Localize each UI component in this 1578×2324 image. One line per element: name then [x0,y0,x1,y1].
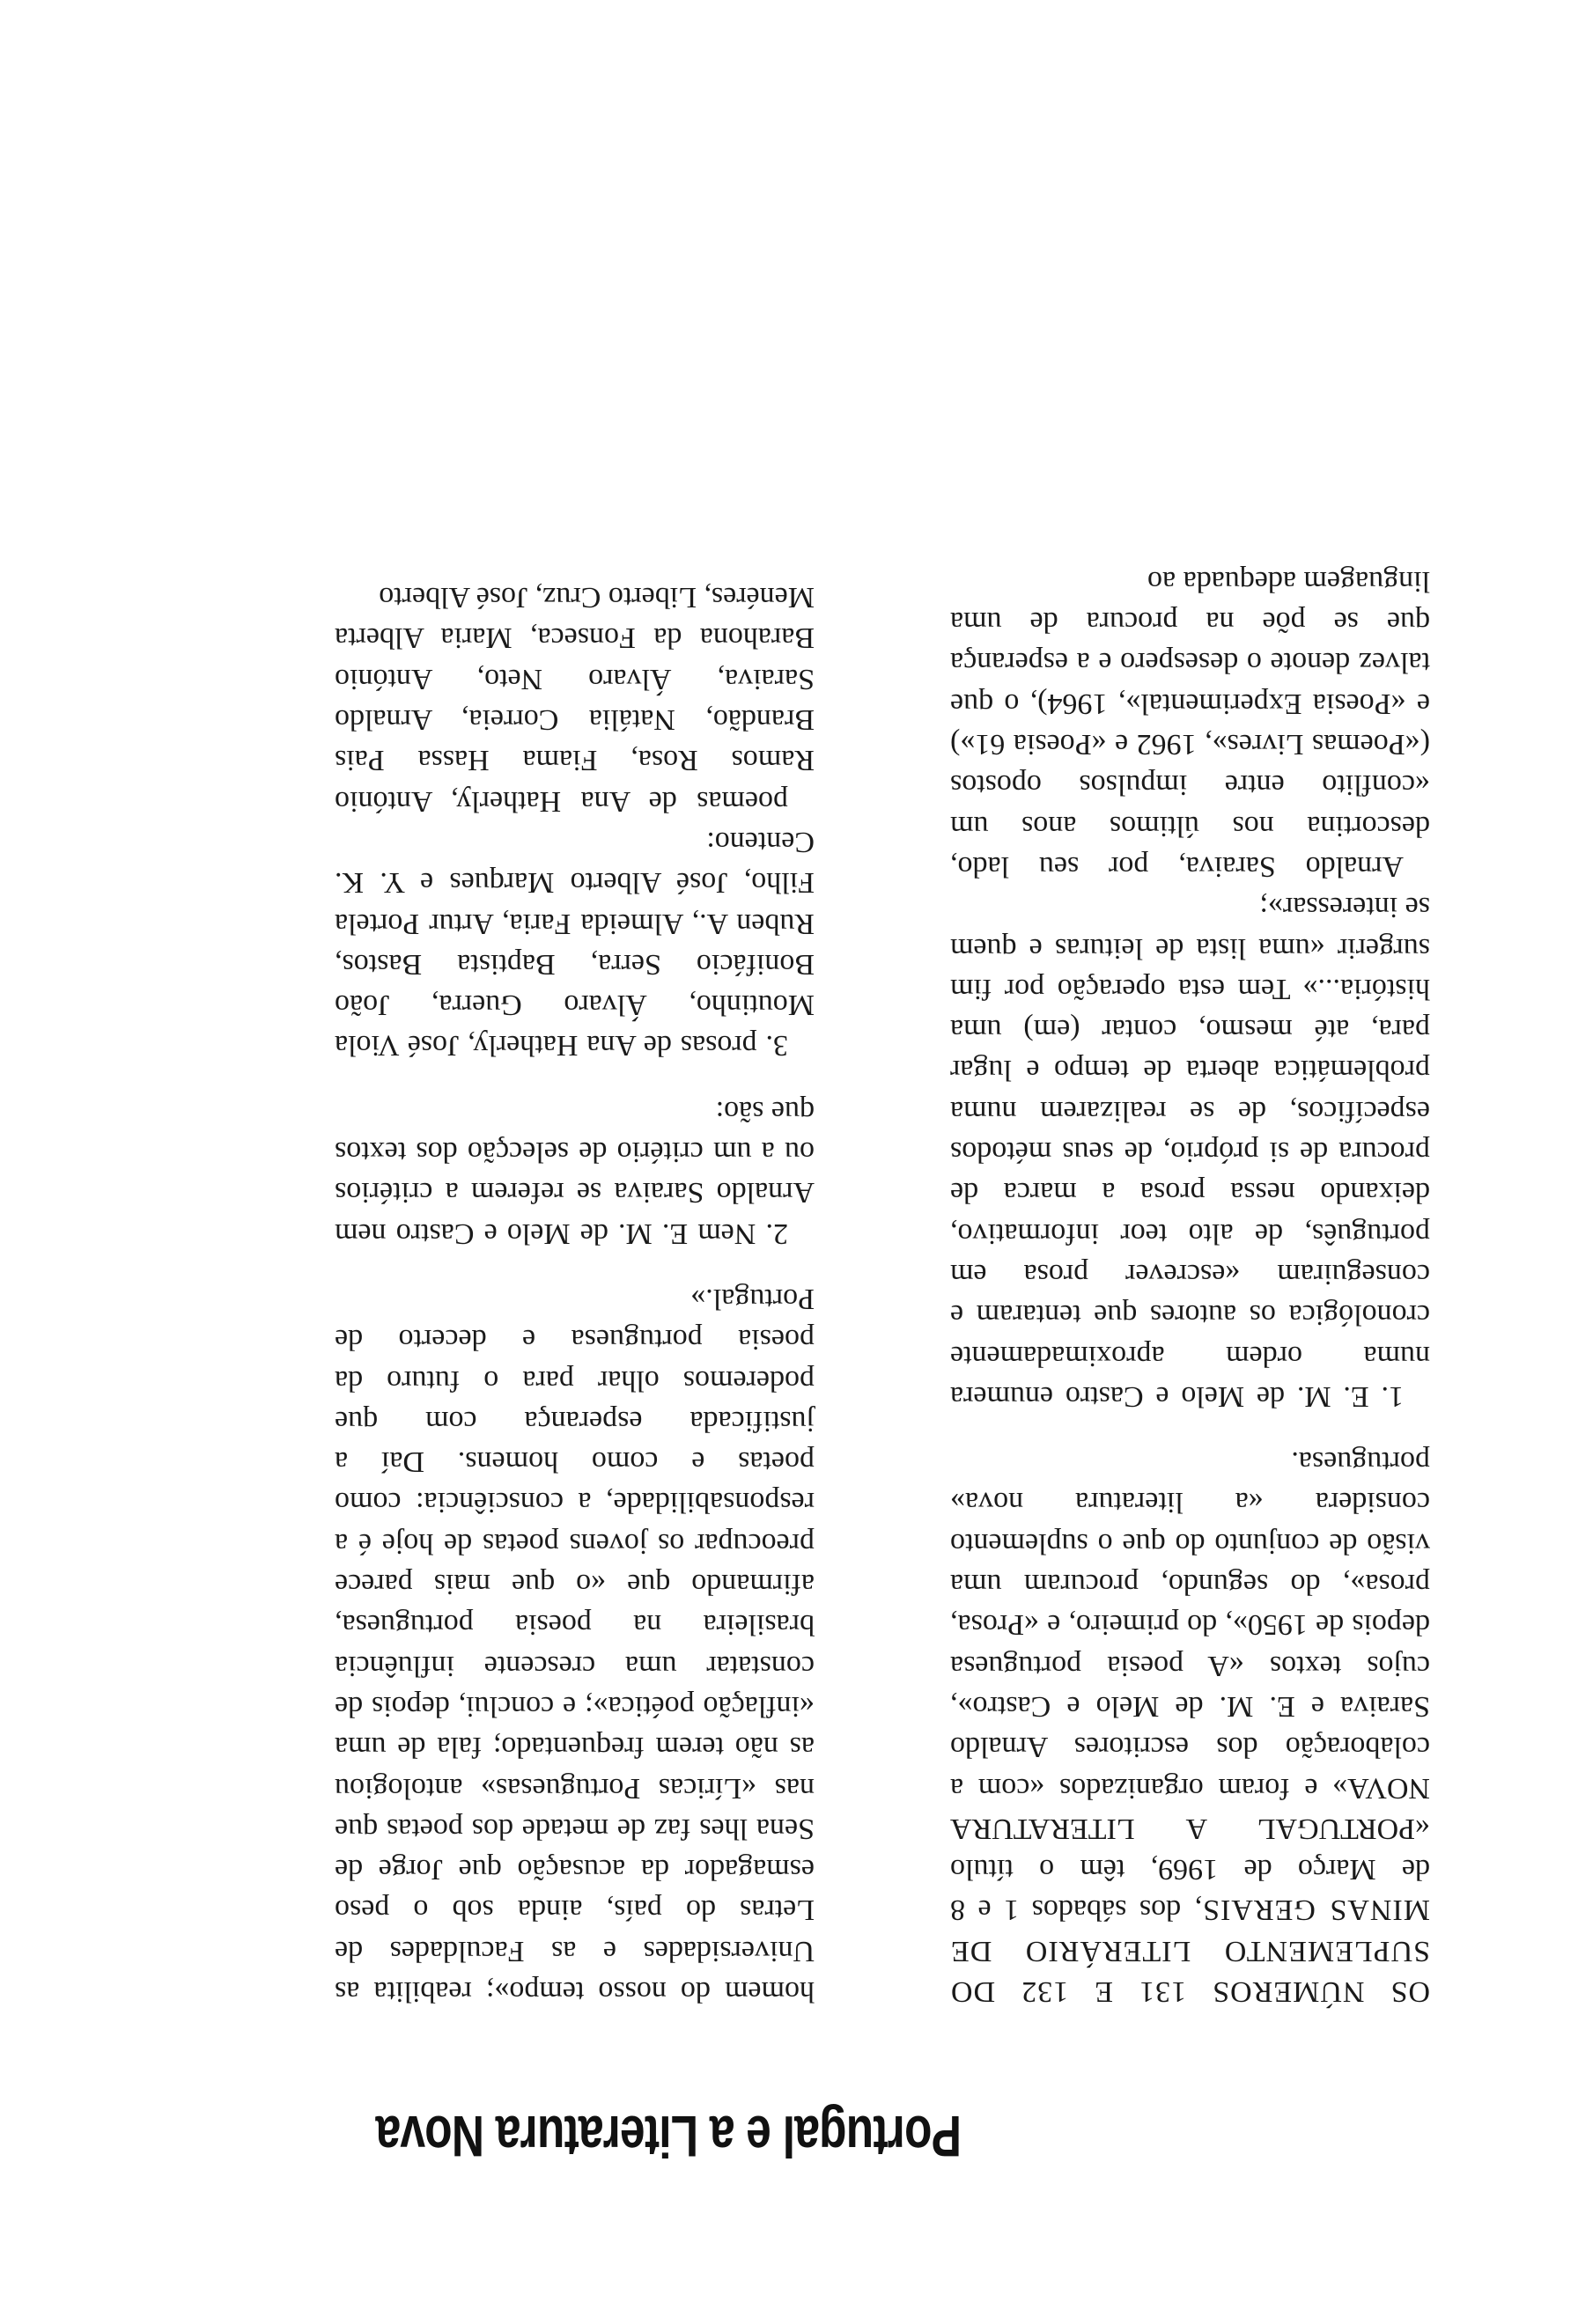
intro-text: dos sábados 1 e 8 de Março de 1969, têm o título «PORTUGAL A LITERATURA NOVA» e foram organizados «com a colaboração dos escritores Arnaldo Saraiva e E. M. de Melo e Castro», cujos textos «A poesia portuguesa depois de 1950», do primeiro, e «Prosa, prosa», do segundo, procuram uma visão de conjunto do que o suplemento considera «a literatura nova» portuguesa. [949,1445,1430,1927]
article-title: Portugal e a Literatura Nova [376,2104,962,2169]
continuation-paragraph: homem do nosso tempo»; reabilita as Universidades e as Faculdades de Letras do país, ainda sob o peso esmagador da acusação que Jorge de Sena lhes faz de metade dos poetas que nas «Líricas Portuguesas» antologiou as não terem frequentado; fala de uma «inflação poética»; e conclui, depois de constatar uma crescente influência brasileira na poesia portuguesa, afirmando que «o que mais parece preocupar os jovens poetas de hoje é a responsabilidade, a consciência: como poetas e como homens. Daí a justificada esperança com que poderemos olhar para o futuro da poesia portuguesa e decerto de Portugal.» [335,1282,815,2008]
saraiva-paragraph: Arnaldo Saraiva, por seu lado, descortina nos últimos anos um «conflito entre impulsos opostos («Poemas Livres», 1962 e «Poesia 61») e «Poesia Experimental», 1964), o que talvez denote o desespero e a esperança que se põe na procura de uma linguagem adequada ao [950,564,1430,883]
section-1-paragraph: 1. E. M. de Melo e Castro enumera numa ordem aproximadamente cronológica os autores que tentaram e conseguiram «escrever prosa em português, de alto teor informativo, deixando nessa prosa a marca de procura de si próprio, de seus métodos específicos, de se realizarem numa problemática aberta de tempo e lugar para, até mesmo, contar (em) uma história...» Tem esta operação por fim surgerir «uma lista de leituras e quem se interessar»; [950,891,1430,1413]
poems-paragraph: poemas de Ana Hatherly, António Ramos Rosa, Fiama Hassa Pais Brandão, Natália Correia, Arnaldo Saraiva, Álvaro Neto, António Barahona da Fonseca, Maria Alberta Menéres, Liberto Cruz, José Alberto [335,581,815,818]
right-column [335,577,815,2011]
left-column [950,561,1430,2011]
intro-paragraph [950,1441,1430,2011]
intro-caps: OS NÚMEROS 131 E 132 DO SUPLEMENTO LITERÁRIO DE MINAS GERAIS, [950,1894,1430,2008]
section-2-paragraph: 2. Nem E. M. de Melo e Castro nem Arnaldo Saraiva se referem a critérios ou a um critério de selecção dos textos que são: [335,1094,815,1250]
section-3-paragraph: 3. prosas de Ana Hatherly, José Viola Moutinho, Álvaro Guerra, João Bonifácio Serra, Baptista Bastos, Ruben A., Almeida Faria, Artur Portela Filho, José Alberto Marques e Y. K. Centeno: [335,825,815,1063]
